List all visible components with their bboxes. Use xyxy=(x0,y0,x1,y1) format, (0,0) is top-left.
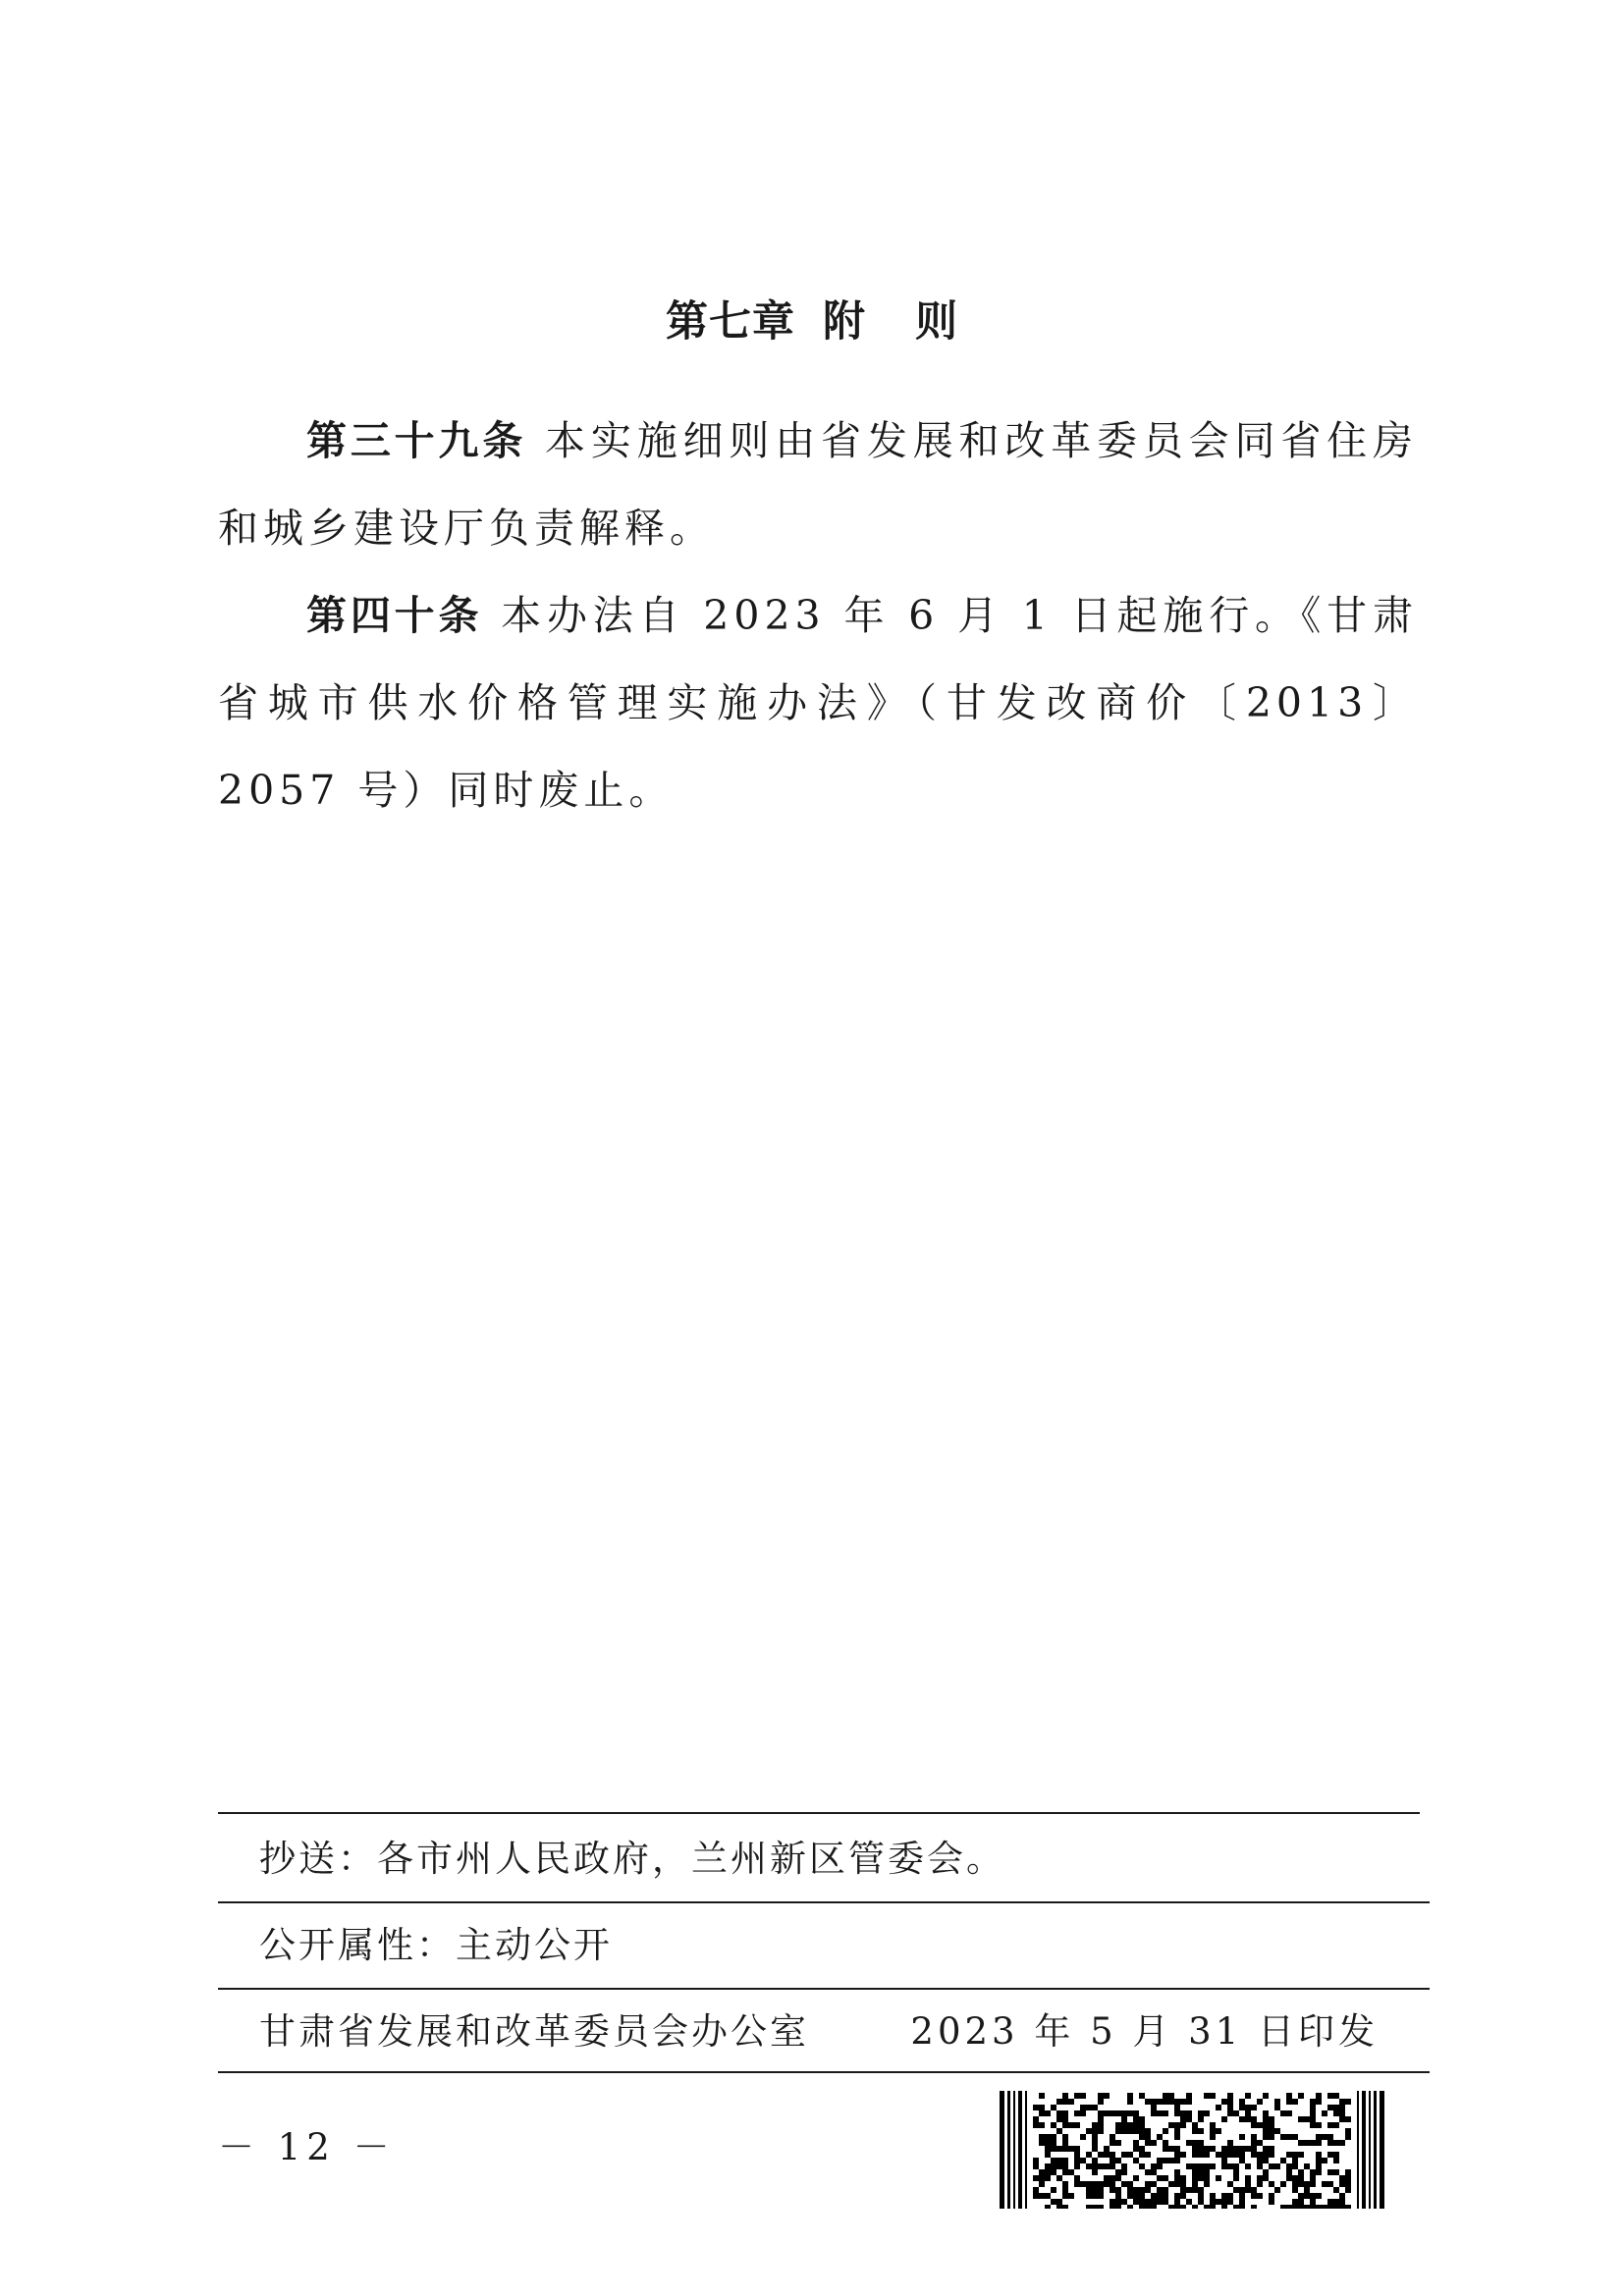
disclosure-line: 公开属性：主动公开 xyxy=(259,1924,613,1966)
article-number: 第三十九条 xyxy=(306,417,527,464)
chapter-word-2: 则 xyxy=(915,297,958,347)
divider-line xyxy=(218,1901,1430,1903)
barcode-icon xyxy=(1000,2091,1388,2209)
article-text: 本实施细则由省发展和改革委员会同省住房和城乡建设厅负责解释。 xyxy=(218,417,1419,552)
chapter-word-1: 附 xyxy=(823,297,866,347)
divider-line xyxy=(218,1812,1420,1814)
chapter-heading xyxy=(0,293,1624,351)
chapter-number: 第七章 xyxy=(666,297,795,347)
divider-line xyxy=(218,2071,1430,2073)
article-text: 本办法自 2023 年 6 月 1 日起施行。《甘肃省城市供水价格管理实施办法》（甘发改商价〔2013〕2057 号）同时废止。 xyxy=(218,592,1418,814)
divider-line xyxy=(218,1988,1430,1990)
issue-date: 2023 年 5 月 31 日印发 xyxy=(910,2010,1379,2053)
article-number: 第四十条 xyxy=(306,592,483,639)
article-39 xyxy=(218,398,1418,572)
issuer-name: 甘肃省发展和改革委员会办公室 xyxy=(259,2010,809,2053)
page-number: － 12 － xyxy=(218,2126,396,2168)
article-40 xyxy=(218,572,1418,834)
cc-line: 抄送：各市州人民政府，兰州新区管委会。 xyxy=(259,1838,1005,1880)
